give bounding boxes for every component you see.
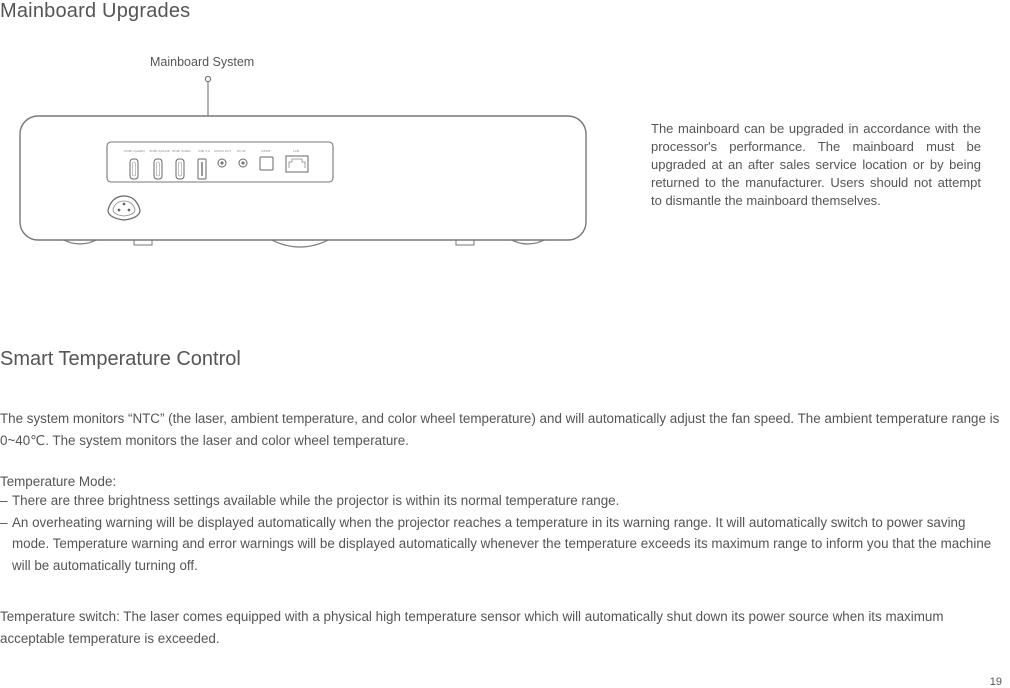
section-title-temperature: Smart Temperature Control (0, 348, 241, 370)
page-number: 19 (989, 676, 1002, 688)
port-label: AUDIO OUT (214, 149, 232, 153)
section-title-mainboard: Mainboard Upgrades (0, 0, 191, 22)
list-item (0, 490, 1006, 512)
port-label: HDMI 1(eARC) (124, 149, 146, 153)
list-item (0, 512, 1006, 577)
port-label: USB 3.0 (198, 149, 210, 153)
port-label: LAN (293, 149, 300, 153)
callout-label: Mainboard System (150, 55, 255, 69)
temperature-mode-label: Temperature Mode: (0, 474, 117, 489)
projector-rear-illustration (0, 70, 600, 260)
port-label: S/PDIF (261, 149, 271, 153)
port-label: DC IN (237, 149, 246, 153)
temperature-switch-text: Temperature switch: The laser comes equipped with a physical high temperature sensor which will automatically shut down its power source when its maximum acceptable temperature is exceeded. (0, 609, 944, 646)
list-item-text: There are three brightness settings available while the projector is within its normal temperature range. (12, 493, 620, 508)
port-label: HDMI 2(ALLM) (149, 149, 171, 153)
bullet-dash: – (0, 514, 8, 530)
temperature-intro: The system monitors “NTC” (the laser, ambient temperature, and color wheel temperature) and will automatically adjust the fan speed. The ambient temperature range is 0~40℃. The system monitors the laser and color wheel temperature. (0, 411, 1000, 448)
temperature-mode-list (0, 490, 1006, 576)
mainboard-description: The mainboard can be upgraded in accordance with the processor's performance. The mainboard must be upgraded at an after sales service location or by being returned to the manufacturer. Users should not attempt to dismantle the mainboard themselves. (651, 121, 981, 208)
spdif-port (260, 157, 273, 170)
bullet-dash: – (0, 493, 8, 508)
list-item-text: An overheating warning will be displayed automatically when the projector reaches a temperature in its warning range. It will automatically switch to power saving mode. Temperature warning and error warnings will be displayed automatically whenever the temperature exceeds its maximum range to inform you that the machine will be automatically turning off. (12, 514, 992, 573)
port-label: HDMI 3(ARC) (172, 149, 192, 153)
callout-dot (205, 76, 210, 81)
